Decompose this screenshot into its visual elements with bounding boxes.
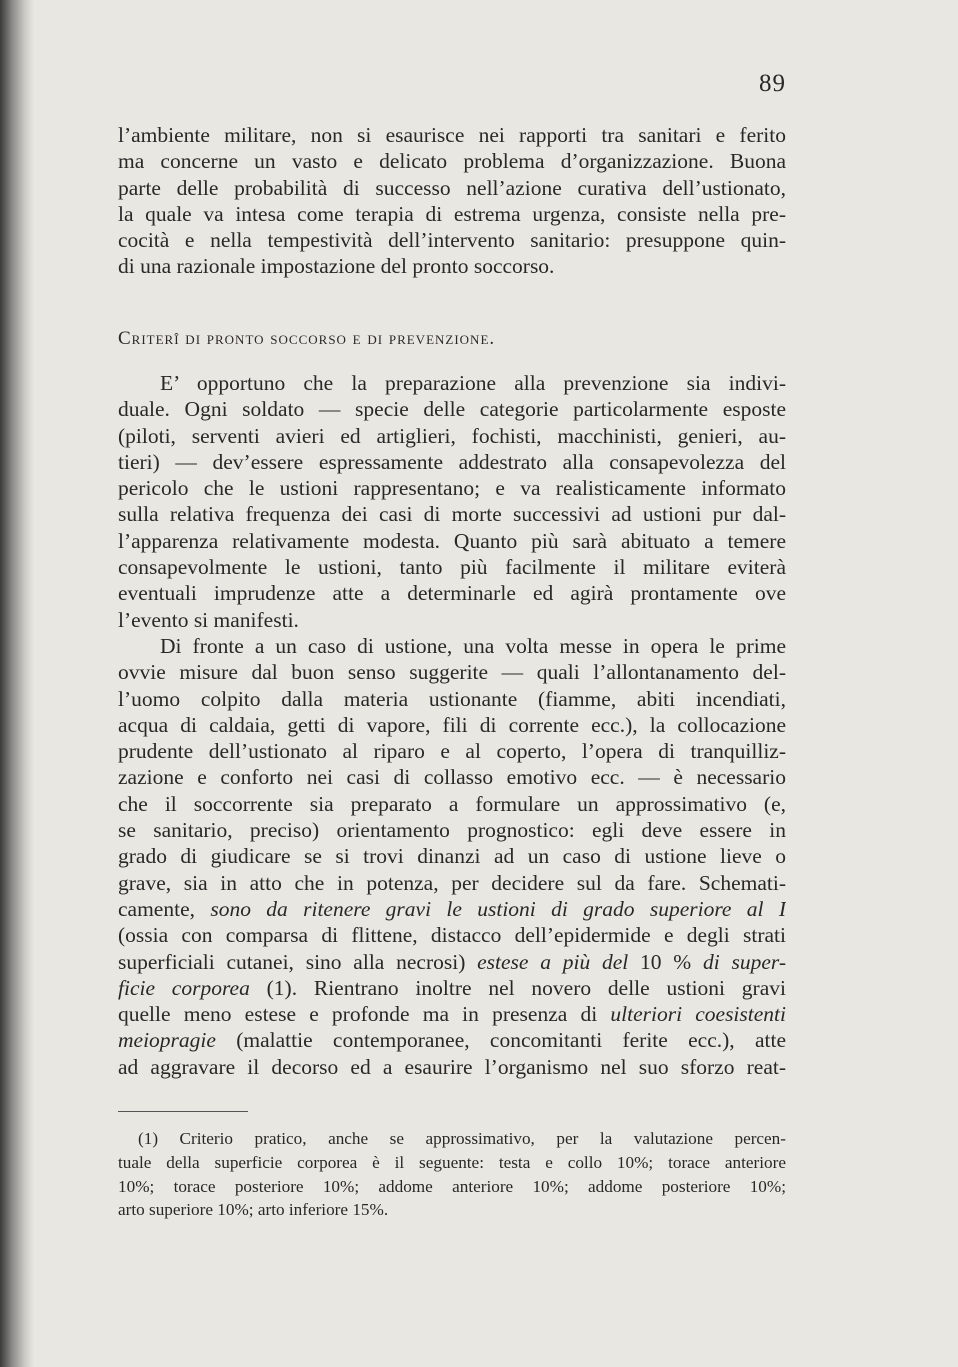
section-heading: Criterî di pronto soccorso e di prevenzione. [118,328,496,349]
text-line: grave, sia in atto che in potenza, per decidere sul da fare. Schemati- [118,870,786,895]
text-line: l’apparenza relativamente modesta. Quanto più sarà abituato a temere [118,528,786,553]
text-run: (malattie contemporanee, concomitanti ferite ecc.), atte [215,1028,786,1053]
footnote-line: arto superiore 10%; arto inferiore 15%. [118,1200,389,1220]
text-line: ad aggravare il decorso ed a esaurire l’organismo nel suo sforzo reat- [118,1054,786,1079]
text-line: tieri) — dev’essere espressamente addestrato alla consapevolezza del [118,449,786,474]
text-line: che il soccorrente sia preparato a formulare un approssimativo (e, [118,791,786,816]
page-number: 89 [759,70,786,97]
text-line: grado di giudicare se si trovi dinanzi ad un caso di ustione lieve o [118,844,786,869]
text-line: zazione e conforto nei casi di collasso emotivo ecc. — è necessario [118,765,786,790]
text-run: superficiali cutanei, sino alla necrosi) [118,949,478,974]
text-line [118,975,786,1001]
text-line: cocità e nella tempestività dell’intervento sanitario: presuppone quin- [118,228,786,253]
text-line: ovvie misure dal buon senso suggerite — quali l’allontanamento del- [118,660,786,685]
binding-gutter-shadow [0,0,34,1367]
text-line: l’ambiente militare, non si esaurisce nei rapporti tra sanitari e ferito [118,123,786,147]
italic-emphasis: meiopragie [118,1028,216,1053]
text-run: (1). Rientrano inoltre nel novero delle ustioni gravi [249,975,786,1000]
paragraph-2 [118,370,786,633]
text-line: se sanitario, preciso) orientamento prognostico: egli deve essere in [118,818,786,843]
text-line: (ossia con comparsa di flittene, distacco dell’epidermide e degli strati [118,923,786,948]
text-line [118,949,786,975]
footnote-line: 10%; torace posteriore 10%; addome anteriore 10%; addome posteriore 10%; [118,1176,786,1196]
italic-emphasis: ulteriori coesistenti [610,1002,786,1027]
text-line: ma concerne un vasto e delicato problema d’organizzazione. Buona [118,149,786,174]
text-line: parte delle probabilità di successo nell’azione curativa dell’ustionato, [118,175,786,200]
text-line: di una razionale impostazione del pronto soccorso. [118,254,555,279]
text-line: l’uomo colpito dalla materia ustionante (fiamme, abiti incendiati, [118,686,786,711]
text-line: la quale va intesa come terapia di estrema urgenza, consiste nella pre- [118,201,786,226]
paragraph-1 [118,122,786,280]
text-line [118,1027,786,1053]
italic-emphasis: estese a più del [477,949,629,974]
footnote [118,1127,786,1222]
italic-emphasis: ficie corporea [118,975,250,1000]
text-line: sulla relativa frequenza dei casi di morte successivi ad ustioni pur dal- [118,502,786,527]
footnote-divider [118,1111,248,1112]
text-line [118,1001,786,1027]
text-line: prudente dell’ustionato al riparo e al coperto, l’opera di tranquilliz- [118,739,786,764]
text-line: acqua di caldaia, getti di vapore, fili di corrente ecc.), la collocazione [118,712,786,737]
footnote-line: tuale della superficie corporea è il seguente: testa e collo 10%; torace anteriore [118,1152,786,1172]
text-line: (piloti, serventi avieri ed artiglieri, fochisti, macchinisti, genieri, au- [118,423,786,448]
text-line: duale. Ogni soldato — specie delle categorie particolarmente esposte [118,397,786,422]
italic-emphasis: di super- [702,949,786,974]
text-line: E’ opportuno che la preparazione alla prevenzione sia indivi- [160,371,786,395]
text-line: pericolo che le ustioni rappresentano; e va realisticamente informato [118,476,786,501]
paragraph-3 [118,633,786,1080]
text-line: l’evento si manifesti. [118,607,299,632]
text-run: camente, [118,896,211,921]
text-run: 10 % [628,949,703,974]
italic-emphasis: sono da ritenere gravi le ustioni di grado superiore al I [210,896,786,921]
text-run: quelle meno estese e profonde ma in presenza di [118,1002,611,1027]
footnote-line: (1) Criterio pratico, anche se approssimativo, per la valutazione percen- [138,1129,786,1148]
text-line [118,896,786,922]
text-line: consapevolmente le ustioni, tanto più facilmente il militare eviterà [118,555,786,580]
text-line: eventuali imprudenze atte a determinarle ed agirà prontamente ove [118,581,786,606]
text-line: Di fronte a un caso di ustione, una volta messe in opera le prime [160,634,786,658]
